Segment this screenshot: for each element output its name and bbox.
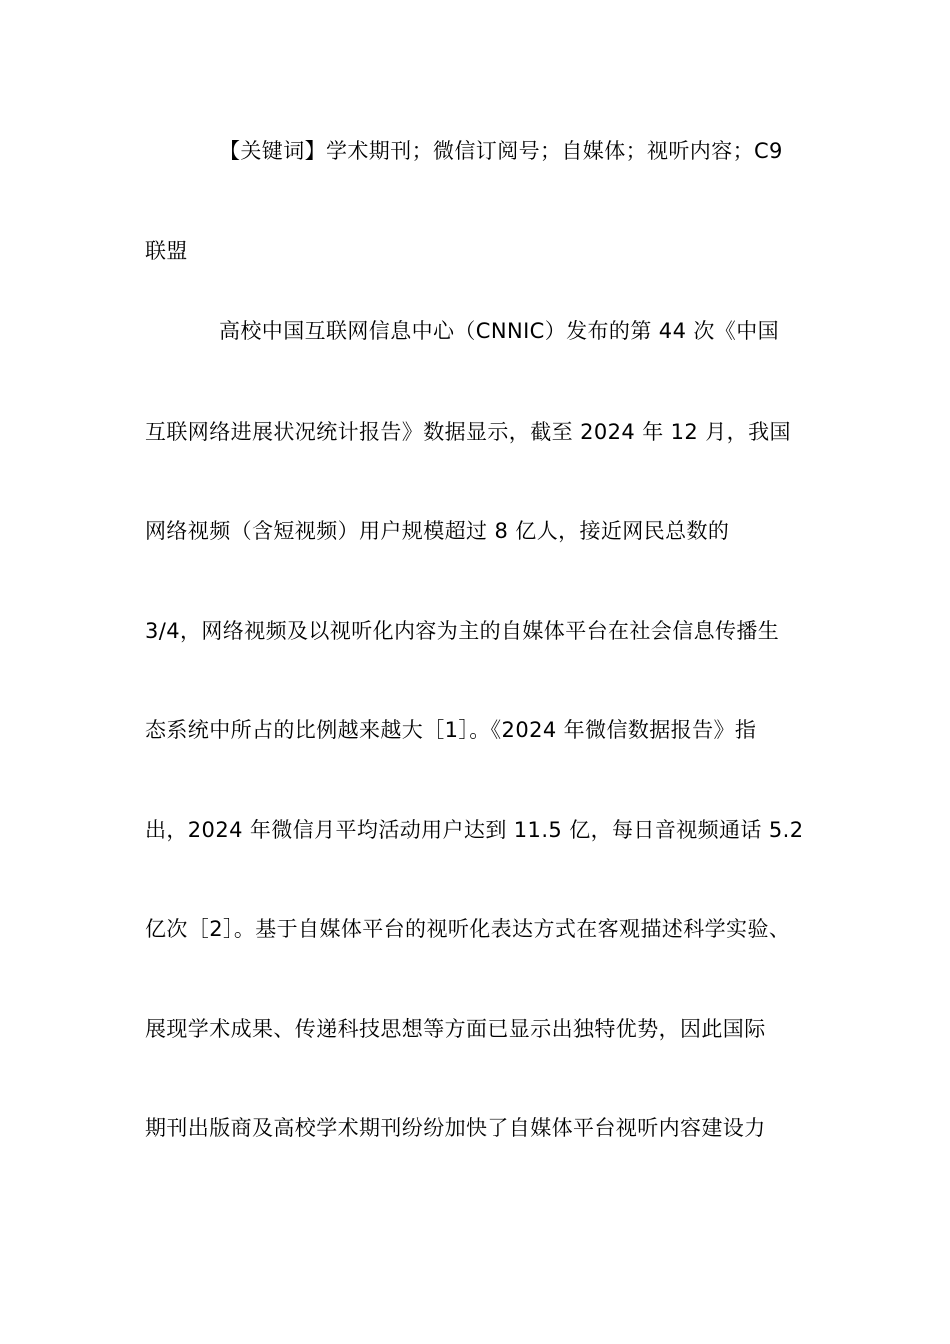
- paragraph-line: 互联网络进展状况统计报告》数据显示，截至 2024 年 12 月，我国: [145, 420, 791, 444]
- keywords-line: 【关键词】学术期刊；微信订阅号；自媒体；视听内容；C9: [219, 139, 783, 163]
- paragraph-line: 亿次［2］。基于自媒体平台的视听化表达方式在客观描述科学实验、: [145, 917, 791, 941]
- keywords-line-continuation: 联盟: [145, 239, 188, 263]
- paragraph-line: 期刊出版商及高校学术期刊纷纷加快了自媒体平台视听内容建设力: [145, 1116, 766, 1140]
- paragraph-line: 态系统中所占的比例越来越大［1］。《2024 年微信数据报告》指: [145, 718, 757, 742]
- paragraph-line: 高校中国互联网信息中心（CNNIC）发布的第 44 次《中国: [219, 319, 780, 343]
- paragraph-line: 3/4，网络视频及以视听化内容为主的自媒体平台在社会信息传播生: [145, 619, 780, 643]
- paragraph-line: 网络视频（含短视频）用户规模超过 8 亿人，接近网民总数的: [145, 519, 730, 543]
- paragraph-line: 出，2024 年微信月平均活动用户达到 11.5 亿，每日音视频通话 5.2: [145, 818, 804, 842]
- paragraph-line: 展现学术成果、传递科技思想等方面已显示出独特优势，因此国际: [145, 1017, 766, 1041]
